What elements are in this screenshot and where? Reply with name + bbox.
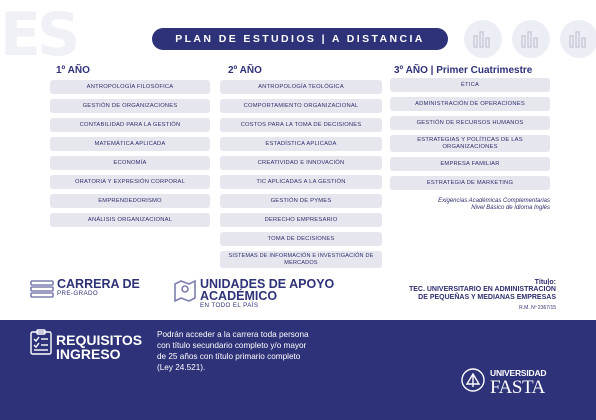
background-decoration: ES: [0, 0, 77, 70]
notes-line1: Exigencias Académicas Complementarias: [438, 198, 550, 204]
subject-pill: SISTEMAS DE INFORMACIÓN E INVESTIGACIÓN DE MERCADOS: [220, 251, 382, 268]
requirements-line2: INGRESO: [56, 346, 121, 362]
books-icon: [30, 279, 54, 299]
subject-pill: ESTRATEGIAS Y POLÍTICAS DE LAS ORGANIZACIONES: [390, 135, 550, 152]
subject-pill: GESTIÓN DE ORGANIZACIONES: [50, 99, 210, 113]
year3-title: 3º AÑO | Primer Cuatrimestre: [394, 65, 533, 76]
map-pin-icon: [173, 278, 197, 302]
degree-rm: R.M. Nº 2367/15: [519, 305, 556, 311]
year1-list: [50, 80, 210, 232]
subject-pill: GESTIÓN DE PYMES: [220, 194, 382, 208]
subject-pill: ECONOMÍA: [50, 156, 210, 170]
degree-line2: DE PEQUEÑAS Y MEDIANAS EMPRESAS: [418, 294, 556, 301]
subject-pill: EMPRENDEDORISMO: [50, 194, 210, 208]
subject-pill: ÉTICA: [390, 78, 550, 92]
subject-pill: TIC APLICADAS A LA GESTIÓN: [220, 175, 382, 189]
plan-banner: PLAN DE ESTUDIOS | A DISTANCIA: [152, 28, 448, 50]
notes-line2: Nivel Básico de Idioma Inglés: [471, 205, 550, 211]
year2-list: [220, 80, 382, 273]
unidades-block: [173, 278, 334, 309]
subject-pill: ORATORIA Y EXPRESIÓN CORPORAL: [50, 175, 210, 189]
subject-pill: CONTABILIDAD PARA LA GESTIÓN: [50, 118, 210, 132]
degree-label: Título:: [534, 279, 556, 286]
subject-pill: MATEMÁTICA APLICADA: [50, 137, 210, 151]
complementary-requirements: [392, 198, 550, 212]
logo-bottom-text: FASTA: [490, 377, 545, 398]
bar-chart-icon: [464, 20, 502, 58]
year3-list: [390, 78, 550, 195]
clipboard-checklist-icon: [30, 329, 52, 355]
subject-pill: ESTADÍSTICA APLICADA: [220, 137, 382, 151]
carrera-title: CARRERA DE: [57, 277, 140, 291]
logo-top-text: UNIVERSIDAD: [490, 368, 547, 378]
subject-pill: COSTOS PARA LA TOMA DE DECISIONES: [220, 118, 382, 132]
subject-pill: CREATIVIDAD E INNOVACIÓN: [220, 156, 382, 170]
footer: [0, 320, 596, 420]
degree-line1: TEC. UNIVERSITARIO EN ADMINISTRACIÓN: [408, 286, 556, 293]
subject-pill: EMPRESA FAMILIAR: [390, 157, 550, 171]
unidades-title-line2: ACADÉMICO: [200, 289, 278, 303]
subject-pill: ESTRATEGIA DE MARKETING: [390, 176, 550, 190]
year2-title: 2º AÑO: [228, 65, 262, 76]
requirements-line1: REQUISITOS: [56, 332, 143, 348]
bar-chart-icon: [560, 20, 596, 58]
unidades-subtitle: EN TODO EL PAÍS: [200, 302, 259, 309]
requirements-text: Podrán acceder a la carrera toda persona con título secundario completo y/o mayor de 25 años con título primario completo (Ley 24.521).: [157, 330, 309, 372]
universidad-fasta-logo: [458, 368, 547, 399]
subject-pill: ANTROPOLOGÍA FILOSÓFICA: [50, 80, 210, 94]
subject-pill: TOMA DE DECISIONES: [220, 232, 382, 246]
subject-pill: GESTIÓN DE RECURSOS HUMANOS: [390, 116, 550, 130]
degree-title: [409, 279, 556, 311]
unidades-title-line1: UNIDADES DE APOYO: [200, 277, 335, 291]
subject-pill: DERECHO EMPRESARIO: [220, 213, 382, 227]
university-shield-icon: [458, 368, 488, 394]
requirements-title: [56, 333, 142, 361]
carrera-subtitle: PRE-GRADO: [57, 290, 99, 297]
subject-pill: ANÁLISIS ORGANIZACIONAL: [50, 213, 210, 227]
year1-title: 1º AÑO: [56, 65, 90, 76]
subject-pill: ANTROPOLOGÍA TEOLÓGICA: [220, 80, 382, 94]
bar-chart-icon: [512, 20, 550, 58]
carrera-block: [30, 278, 140, 299]
subject-pill: ADMINISTRACIÓN DE OPERACIONES: [390, 97, 550, 111]
subject-pill: COMPORTAMIENTO ORGANIZACIONAL: [220, 99, 382, 113]
